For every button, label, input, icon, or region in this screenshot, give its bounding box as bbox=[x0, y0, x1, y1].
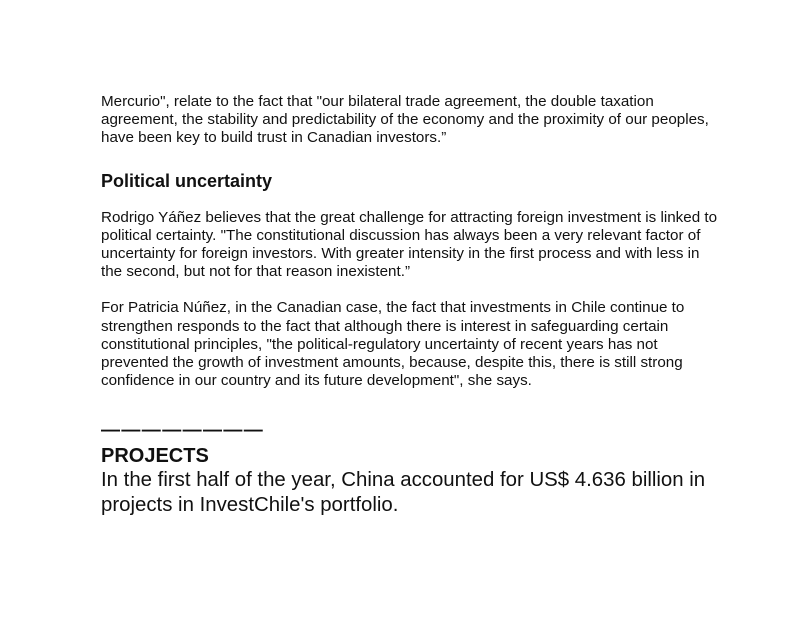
paragraph-nunez: For Patricia Núñez, in the Canadian case, the fact that investments in Chile continue to strengthen responds to the fact that although there is interest in safeguarding certain constitutional principles, "the political-regulatory uncertainty of recent years has not prevented the growth of investment amounts, because, despite this, there is still strong confidence in our country and its future development", she says. bbox=[101, 299, 685, 390]
article-page bbox=[101, 93, 721, 518]
projects-body: In the first half of the year, China accounted for US$ 4.636 billion in projects in InvestChile's portfolio. bbox=[101, 469, 706, 517]
projects-divider: ———————— bbox=[101, 420, 265, 442]
projects-title: PROJECTS bbox=[101, 445, 209, 468]
section-heading: Political uncertainty bbox=[101, 170, 273, 191]
intro-paragraph: Mercurio", relate to the fact that "our bilateral trade agreement, the double taxation agreement, the stability and predictability of the economy and the proximity of our peoples, have been key to build trust in Canadian investors.” bbox=[101, 93, 709, 147]
paragraph-yanez: Rodrigo Yáñez believes that the great challenge for attracting foreign investment is linked to political certainty. "The constitutional discussion has always been a very relevant factor of uncertainty for foreign investors. With greater intensity in the first process and with less in the second, but not for that reason inexistent.” bbox=[101, 208, 718, 281]
